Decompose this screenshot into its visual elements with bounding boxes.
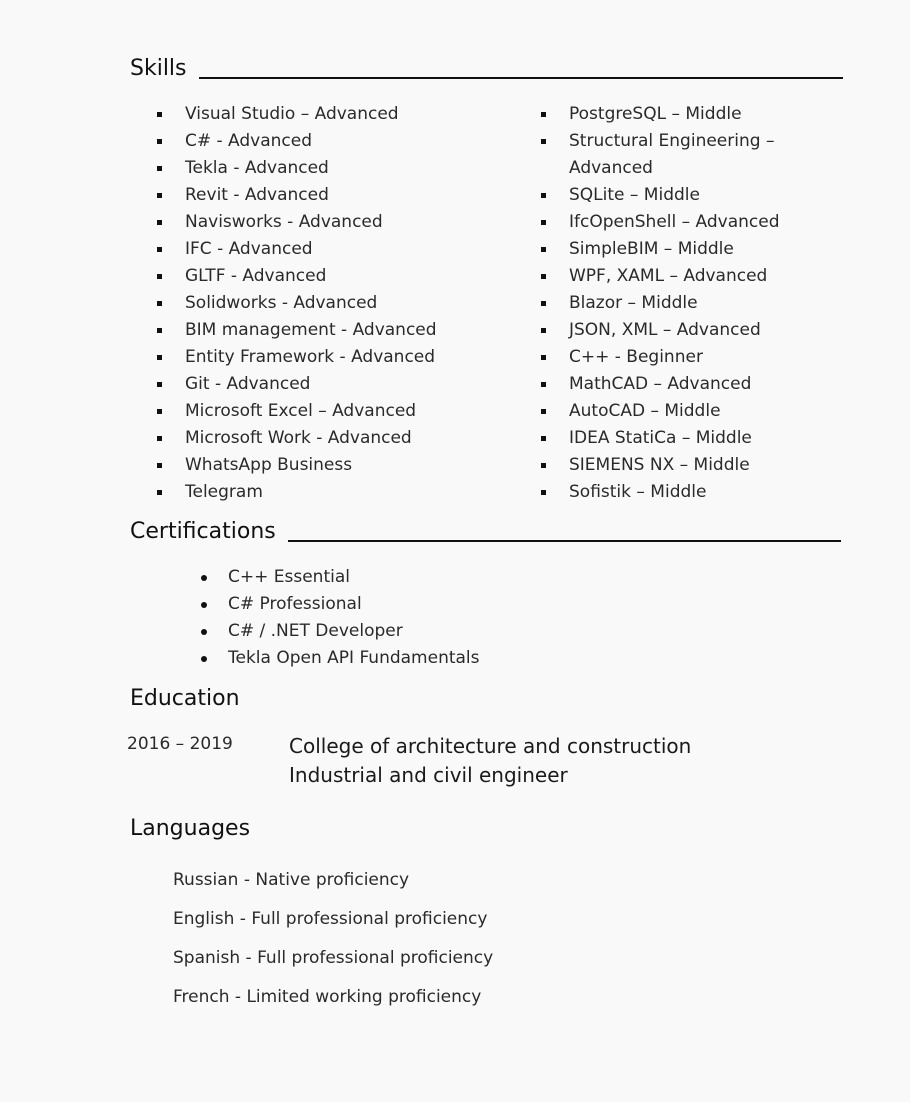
skills-divider <box>199 77 843 79</box>
skill-item: MathCAD – Advanced <box>541 371 821 398</box>
language-item: Russian - Native proficiency <box>173 870 410 890</box>
skill-item: AutoCAD – Middle <box>541 398 821 425</box>
languages-title: Languages <box>130 816 251 841</box>
square-bullet-icon <box>541 490 546 495</box>
skill-item: IFC - Advanced <box>157 236 517 263</box>
square-bullet-icon <box>541 193 546 198</box>
round-bullet-icon <box>201 629 207 635</box>
language-item: English - Full professional proficiency <box>173 909 488 929</box>
skill-item: IfcOpenShell – Advanced <box>541 209 821 236</box>
skills-title: Skills <box>130 56 187 81</box>
square-bullet-icon <box>541 409 546 414</box>
skill-item: Revit - Advanced <box>157 182 517 209</box>
skill-item: GLTF - Advanced <box>157 263 517 290</box>
certifications-divider <box>288 540 841 542</box>
education-degree: Industrial and civil engineer <box>289 763 568 787</box>
skill-item: WhatsApp Business <box>157 452 517 479</box>
skill-item: IDEA StatiCa – Middle <box>541 425 821 452</box>
certifications-title: Certifications <box>130 519 276 544</box>
language-item: French - Limited working proficiency <box>173 987 482 1007</box>
certification-item: C# / .NET Developer <box>200 618 600 645</box>
certification-item: C++ Essential <box>200 564 600 591</box>
education-detail <box>289 732 691 790</box>
square-bullet-icon <box>157 274 162 279</box>
round-bullet-icon <box>201 656 207 662</box>
skill-item: Entity Framework - Advanced <box>157 344 517 371</box>
skill-item: BIM management - Advanced <box>157 317 517 344</box>
skill-item: Tekla - Advanced <box>157 155 517 182</box>
square-bullet-icon <box>541 463 546 468</box>
square-bullet-icon <box>541 355 546 360</box>
square-bullet-icon <box>157 382 162 387</box>
skill-item: SimpleBIM – Middle <box>541 236 821 263</box>
square-bullet-icon <box>157 436 162 441</box>
skills-right-column <box>541 101 821 506</box>
square-bullet-icon <box>157 247 162 252</box>
education-title: Education <box>130 686 240 711</box>
square-bullet-icon <box>541 301 546 306</box>
square-bullet-icon <box>541 139 546 144</box>
skill-item: WPF, XAML – Advanced <box>541 263 821 290</box>
square-bullet-icon <box>541 274 546 279</box>
skill-item: SQLite – Middle <box>541 182 821 209</box>
education-institution: College of architecture and construction <box>289 734 692 758</box>
skill-item: Navisworks - Advanced <box>157 209 517 236</box>
square-bullet-icon <box>157 328 162 333</box>
skill-item: Git - Advanced <box>157 371 517 398</box>
square-bullet-icon <box>541 382 546 387</box>
certifications-header <box>130 519 841 545</box>
square-bullet-icon <box>157 355 162 360</box>
square-bullet-icon <box>541 436 546 441</box>
square-bullet-icon <box>157 490 162 495</box>
square-bullet-icon <box>157 139 162 144</box>
square-bullet-icon <box>157 409 162 414</box>
skill-item: Microsoft Excel – Advanced <box>157 398 517 425</box>
skill-item: Sofistik – Middle <box>541 479 821 506</box>
languages-header <box>130 816 250 842</box>
square-bullet-icon <box>157 112 162 117</box>
skills-header <box>130 56 843 82</box>
square-bullet-icon <box>541 328 546 333</box>
language-item: Spanish - Full professional proficiency <box>173 948 494 968</box>
square-bullet-icon <box>157 463 162 468</box>
skill-item: Structural Engineering – Advanced <box>541 128 821 182</box>
round-bullet-icon <box>201 575 207 581</box>
skills-left-column <box>157 101 517 506</box>
skill-item: Microsoft Work - Advanced <box>157 425 517 452</box>
skill-item: PostgreSQL – Middle <box>541 101 821 128</box>
square-bullet-icon <box>541 112 546 117</box>
education-header <box>130 686 240 712</box>
certification-item: C# Professional <box>200 591 600 618</box>
certifications-list <box>200 564 600 672</box>
education-years: 2016 – 2019 <box>127 734 233 754</box>
skill-item: C++ - Beginner <box>541 344 821 371</box>
languages-list <box>173 861 493 1017</box>
skill-item: Blazor – Middle <box>541 290 821 317</box>
skill-item: Visual Studio – Advanced <box>157 101 517 128</box>
skill-item: SIEMENS NX – Middle <box>541 452 821 479</box>
square-bullet-icon <box>157 301 162 306</box>
skill-item: Telegram <box>157 479 517 506</box>
certification-item: Tekla Open API Fundamentals <box>200 645 600 672</box>
round-bullet-icon <box>201 602 207 608</box>
square-bullet-icon <box>541 247 546 252</box>
square-bullet-icon <box>157 220 162 225</box>
skill-item: JSON, XML – Advanced <box>541 317 821 344</box>
skill-item: C# - Advanced <box>157 128 517 155</box>
square-bullet-icon <box>541 220 546 225</box>
skill-item: Solidworks - Advanced <box>157 290 517 317</box>
square-bullet-icon <box>157 193 162 198</box>
square-bullet-icon <box>157 166 162 171</box>
